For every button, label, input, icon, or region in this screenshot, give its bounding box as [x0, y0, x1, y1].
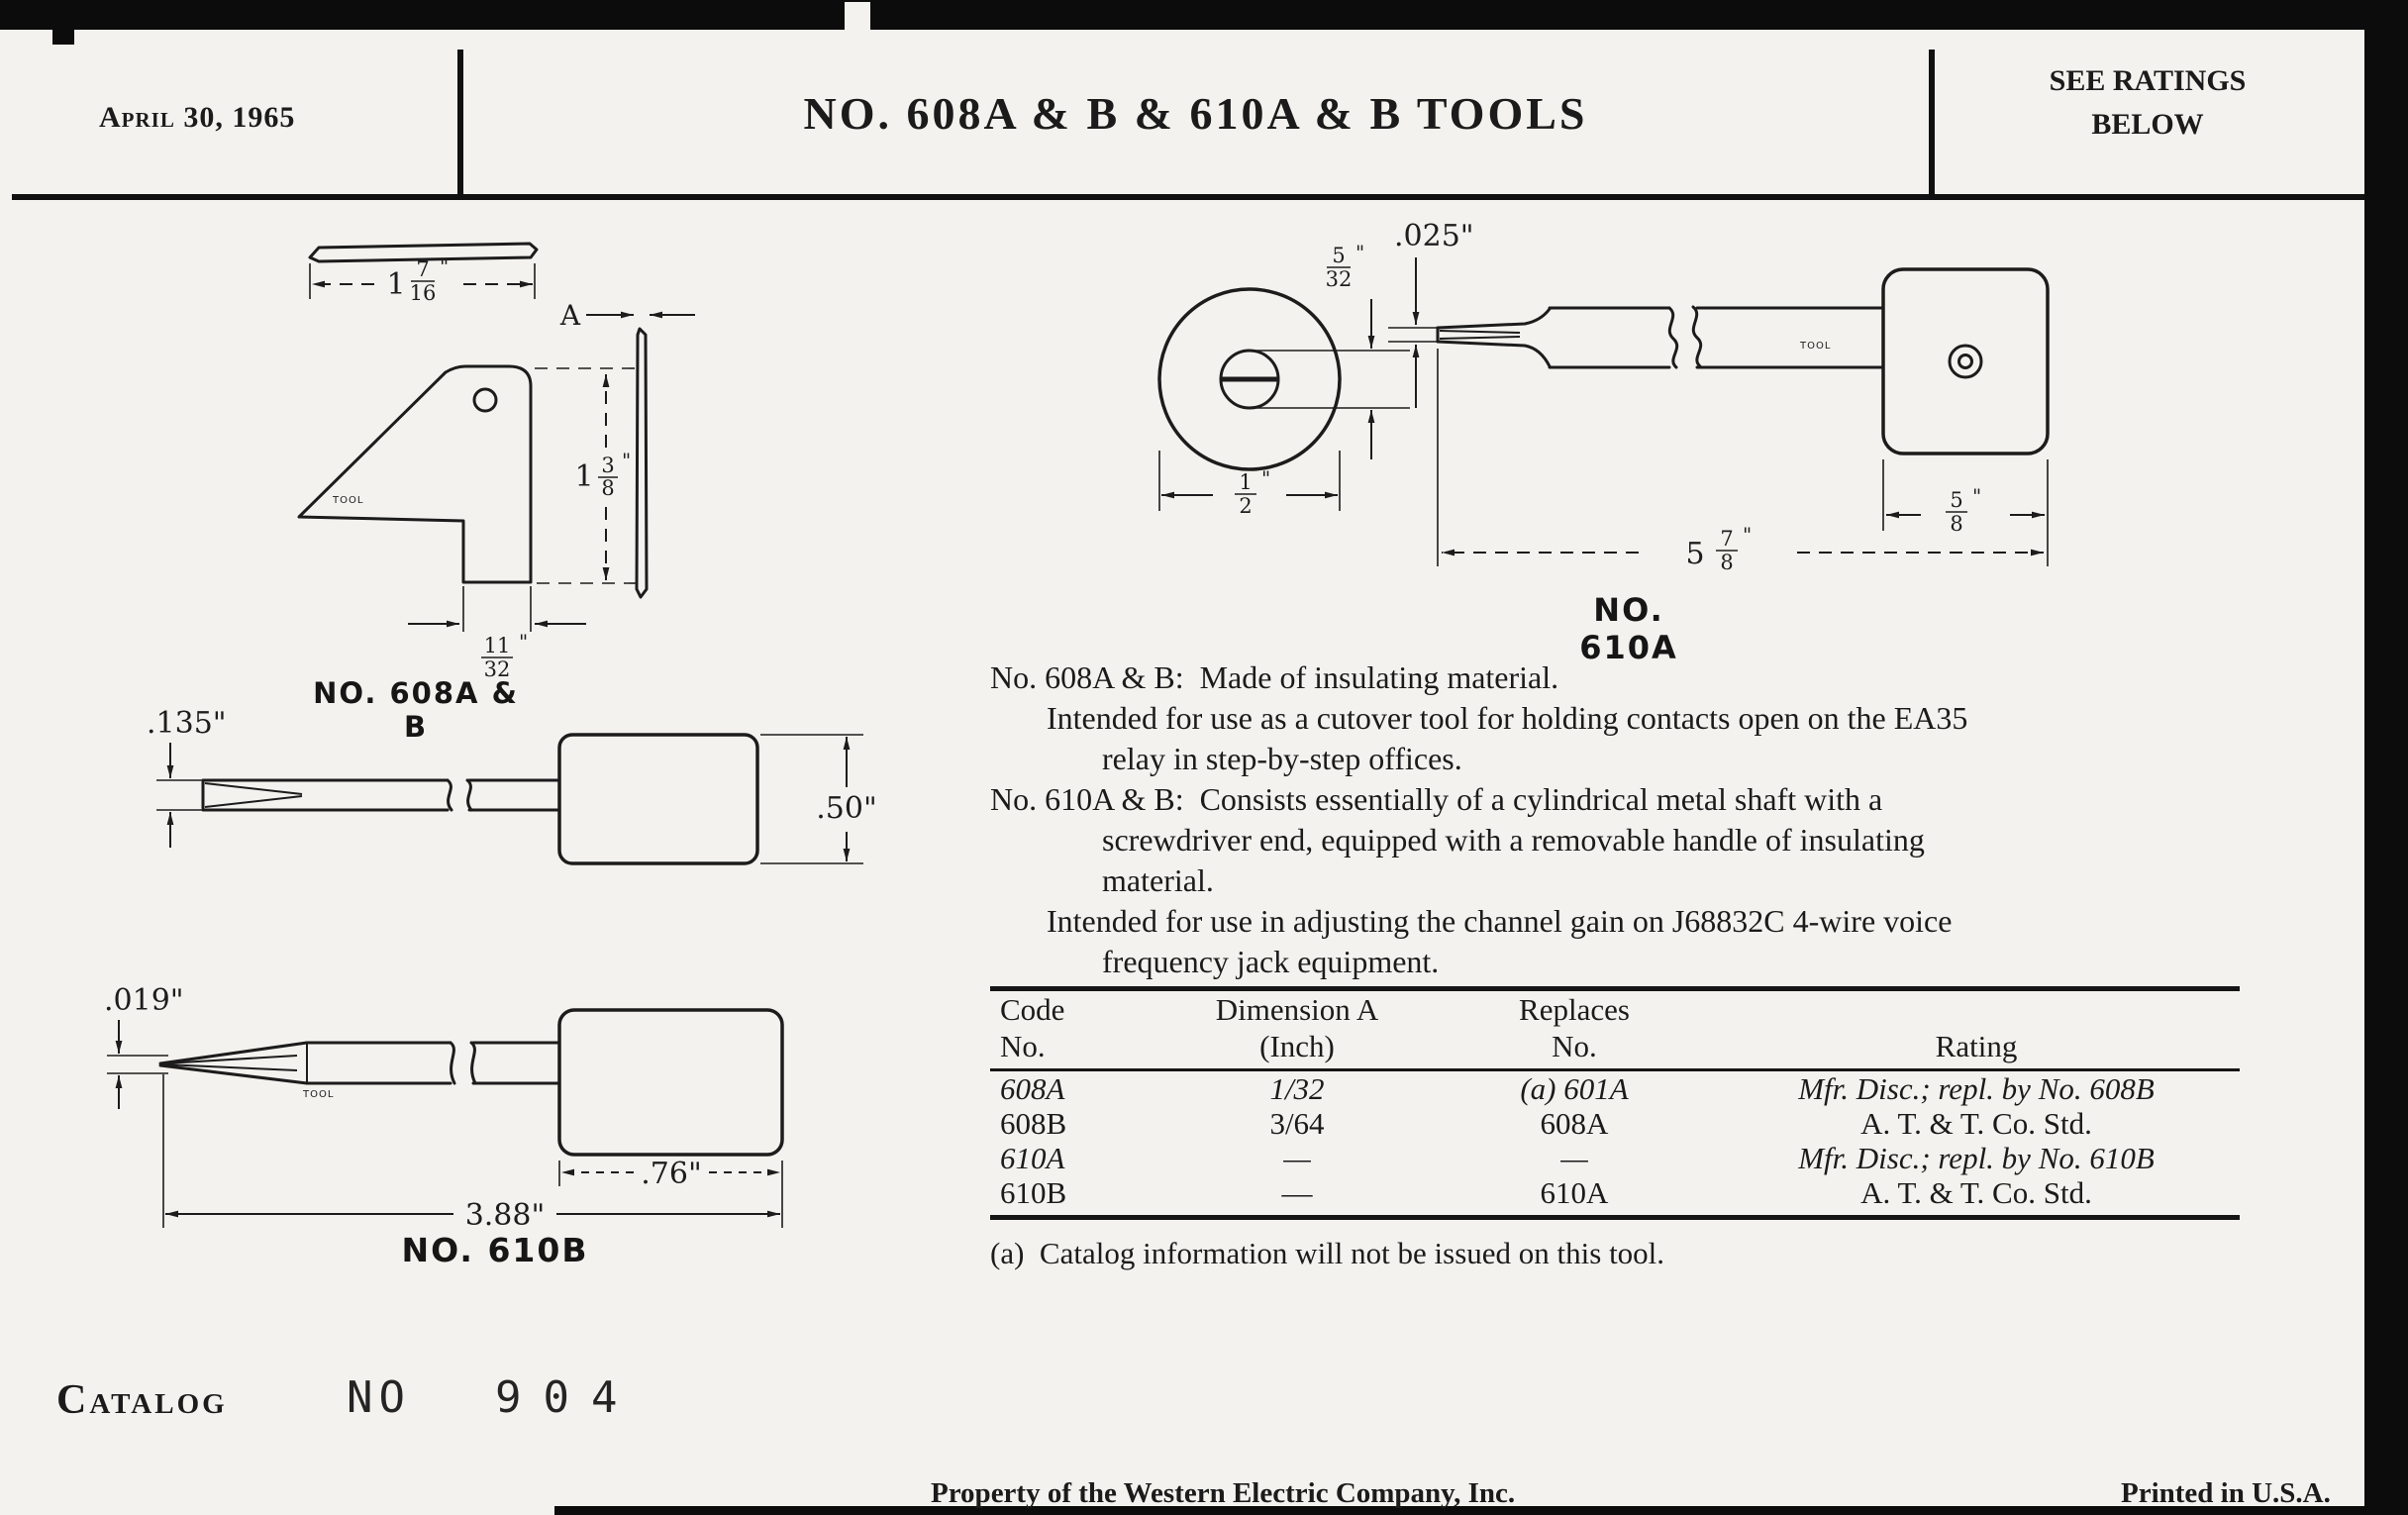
cell-rating: Mfr. Disc.; repl. by No. 608B — [1798, 1071, 2155, 1106]
dim-608-height-num: 3 — [601, 454, 615, 477]
cell-code: 610B — [1000, 1175, 1067, 1210]
cell-dimension: — — [1281, 1175, 1313, 1210]
dim-610a-diameter — [1159, 451, 1340, 518]
dim-76 — [559, 1157, 782, 1228]
dim-76-label: .76" — [641, 1157, 702, 1191]
tool-mark-610b: TOOL — [303, 1089, 335, 1100]
cell-dimension: 1/32 — [1269, 1071, 1325, 1106]
dim-608-width-whole: 1 — [386, 267, 406, 302]
page-title: NO. 608A & B & 610A & B TOOLS — [803, 88, 1588, 139]
dim-135 — [147, 706, 227, 848]
description-line: material. — [1102, 862, 1214, 898]
dim-610a-slot-num: 5 — [1332, 244, 1346, 267]
tool-mark-610a: TOOL — [1800, 341, 1832, 352]
col-header-code-2: No. — [1000, 1029, 1046, 1063]
part-blade-upper — [203, 735, 757, 863]
description-line: frequency jack equipment. — [1102, 944, 1440, 979]
part-608-edge-view — [637, 329, 647, 597]
dim-608-a — [559, 299, 695, 332]
scan-right-band — [2364, 0, 2408, 1515]
cell-replaces: 608A — [1540, 1106, 1609, 1141]
dim-608-foot-den: 32 — [483, 657, 511, 681]
dim-610a-length-den: 8 — [1720, 551, 1734, 574]
cell-rating: A. T. & T. Co. Std. — [1860, 1106, 2092, 1141]
dim-019-label: .019" — [104, 983, 184, 1018]
dim-610a-diameter-unit: " — [1261, 466, 1271, 490]
col-header-code: Code — [1000, 992, 1065, 1027]
dim-50 — [760, 735, 877, 863]
catalog-stamp-number: 904 — [495, 1372, 640, 1423]
footer-printed-note: Printed in U.S.A. — [2121, 1477, 2331, 1509]
table-row — [990, 1141, 2240, 1175]
dim-610a-length-whole: 5 — [1685, 537, 1705, 571]
dim-610a-handle-num: 5 — [1950, 488, 1963, 512]
dim-610a-slot-unit: " — [1355, 241, 1365, 264]
dim-610a-length — [1438, 349, 2044, 574]
diagram-610b-upper-view — [139, 693, 911, 891]
part-610a-side-view — [1438, 269, 2048, 454]
description-line: screwdriver end, equipped with a removable handle of insulating — [1102, 822, 1925, 858]
dim-610a-diameter-den: 2 — [1239, 494, 1253, 518]
dim-610a-slot — [1254, 241, 1410, 459]
part-610b — [160, 1010, 782, 1155]
ratings-note — [1931, 59, 2364, 147]
description-line: Intended for use as a cutover tool for holding contacts open on the EA35 — [1047, 700, 1968, 736]
dim-608-height-whole: 1 — [574, 459, 594, 494]
caption-610b: NO. 610B — [401, 1231, 589, 1269]
dim-388-label: 3.88" — [464, 1198, 546, 1233]
cell-rating: Mfr. Disc.; repl. by No. 610B — [1798, 1141, 2155, 1175]
dim-608-width-den: 16 — [409, 281, 437, 305]
caption-608ab: NO. 608A & B — [313, 676, 519, 744]
dim-610a-diameter-num: 1 — [1239, 470, 1253, 494]
table-row — [990, 1175, 2240, 1210]
dim-608-foot-unit: " — [519, 630, 529, 654]
cell-code: 610A — [1000, 1141, 1065, 1175]
description-line: No. 608A & B: Made of insulating material. — [990, 659, 1559, 695]
description-line: relay in step-by-step offices. — [1102, 741, 1462, 776]
ratings-note-line1: SEE RATINGS — [2049, 64, 2247, 97]
dim-608-height-den: 8 — [601, 476, 615, 500]
dim-610a-tip — [1388, 219, 1474, 408]
col-header-rating: Rating — [1935, 1029, 2018, 1063]
table-rule-bottom — [990, 1215, 2240, 1220]
dim-610a-length-unit: " — [1743, 523, 1753, 547]
dim-610a-tip-label: .025" — [1394, 219, 1474, 253]
diagram-610a — [1079, 213, 2149, 584]
dim-610a-slot-den: 32 — [1325, 267, 1353, 291]
cell-replaces: — — [1560, 1141, 1588, 1175]
scan-band-tab — [52, 30, 74, 45]
table-footnote: (a) Catalog information will not be issued on this tool. — [990, 1236, 1665, 1270]
table-header-row-2 — [990, 1028, 2240, 1064]
col-header-replaces-2: No. — [1552, 1029, 1597, 1063]
ratings-table — [990, 986, 2240, 1271]
cell-dimension: — — [1283, 1141, 1311, 1175]
table-row — [990, 1106, 2240, 1141]
header-date: April 30, 1965 — [99, 101, 296, 134]
catalog-label: Catalog — [56, 1377, 228, 1423]
dim-610a-handle-den: 8 — [1950, 512, 1963, 536]
description-block — [990, 657, 2277, 982]
scan-band-notch — [845, 2, 870, 30]
part-610a-end-view — [1159, 289, 1340, 469]
cell-replaces: 610A — [1540, 1175, 1609, 1210]
tool-mark-608: TOOL — [333, 495, 364, 506]
diagram-608ab — [277, 233, 708, 683]
catalog-stamp-no: NO — [347, 1372, 411, 1423]
table-row — [990, 1071, 2240, 1106]
dim-019 — [104, 983, 184, 1109]
table-header-row-1 — [990, 991, 2240, 1028]
description-line: Intended for use in adjusting the channel gain on J68832C 4-wire voice — [1047, 903, 1953, 939]
footer-property-note: Property of the Western Electric Company, Inc. — [931, 1477, 1516, 1509]
col-header-dimension-2: (Inch) — [1259, 1029, 1335, 1063]
cell-dimension: 3/64 — [1269, 1106, 1325, 1141]
dim-610a-length-num: 7 — [1720, 527, 1734, 551]
dim-610a-handle — [1883, 459, 2048, 566]
cell-code: 608B — [1000, 1106, 1067, 1141]
description-line: No. 610A & B: Consists essentially of a cylindrical metal shaft with a — [990, 781, 1883, 817]
dim-608-width-unit: " — [440, 254, 450, 278]
dim-608-foot-num: 11 — [483, 634, 511, 657]
dim-608-height-unit: " — [622, 449, 632, 472]
dim-610a-handle-unit: " — [1972, 484, 1982, 508]
caption-610a: NO. 610A — [1579, 591, 1678, 666]
dim-135-label: .135" — [147, 706, 227, 741]
col-header-dimension: Dimension A — [1215, 992, 1379, 1027]
dim-608-foot — [408, 586, 586, 681]
dim-50-label: .50" — [816, 791, 877, 826]
cell-replaces: (a) 601A — [1520, 1071, 1629, 1106]
diagram-610b — [89, 980, 861, 1248]
part-608-side-view — [299, 366, 531, 582]
dim-608-height — [535, 368, 637, 583]
col-header-replaces: Replaces — [1519, 992, 1630, 1027]
dim-608-a-label: A — [559, 299, 581, 332]
header-rule — [12, 194, 2364, 200]
dim-608-width-num: 7 — [416, 257, 430, 281]
cell-rating: A. T. & T. Co. Std. — [1860, 1175, 2092, 1210]
scan-top-band — [0, 0, 2408, 30]
ratings-note-line2: BELOW — [2091, 108, 2204, 141]
cell-code: 608A — [1000, 1071, 1065, 1106]
